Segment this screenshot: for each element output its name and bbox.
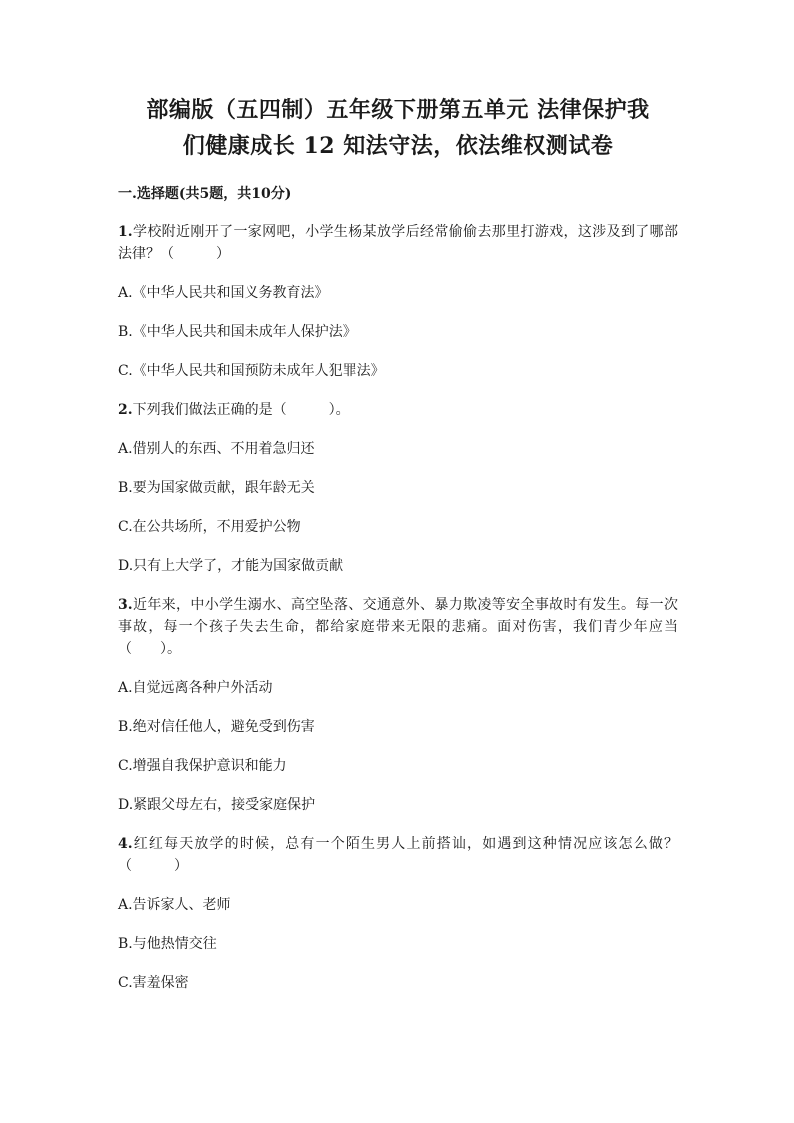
question-1: [118, 221, 678, 382]
option-c: C.在公共场所，不用爱护公物: [118, 519, 301, 535]
question-number: 4.: [118, 836, 133, 852]
option-c: C.增强自我保护意识和能力: [118, 758, 287, 774]
question-stem: [118, 833, 678, 877]
question-text: 下列我们做法正确的是（ ）。: [132, 402, 350, 418]
title-line-2: 们健康成长 12 知法守法，依法维权测试卷: [182, 133, 614, 159]
question-2: [118, 399, 678, 577]
option-a: A.告诉家人、老师: [118, 897, 231, 913]
question-stem: [118, 594, 678, 660]
option-d: D.只有上大学了，才能为国家做贡献: [118, 558, 344, 574]
option-b: B.《中华人民共和国未成年人保护法》: [118, 324, 357, 340]
question-stem: [118, 221, 678, 265]
option-c: C.《中华人民共和国预防未成年人犯罪法》: [118, 363, 385, 379]
question-number: 1.: [118, 224, 133, 240]
option-c: C.害羞保密: [118, 975, 189, 991]
document-page: [118, 92, 678, 994]
document-title: [118, 92, 678, 164]
option-b: B.要为国家做贡献，跟年龄无关: [118, 480, 315, 496]
option-b: B.绝对信任他人，避免受到伤害: [118, 719, 315, 735]
question-text: 近年来，中小学生溺水、高空坠落、交通意外、暴力欺凌等安全事故时有发生。每一次事故，每一个孩子失去生命，都给家庭带来无限的悲痛。面对伤害，我们青少年应当（ ）。: [118, 597, 678, 657]
question-text: 学校附近刚开了一家网吧，小学生杨某放学后经常偷偷去那里打游戏，这涉及到了哪部法律？（ ）: [118, 224, 678, 262]
option-a: A.借别人的东西、不用着急归还: [118, 441, 315, 457]
section-heading: 一.选择题(共5题，共10分): [118, 186, 292, 202]
option-d: D.紧跟父母左右，接受家庭保护: [118, 797, 316, 813]
option-b: B.与他热情交往: [118, 936, 217, 952]
title-line-1: 部编版（五四制）五年级下册第五单元 法律保护我: [146, 97, 650, 123]
question-3: [118, 594, 678, 816]
option-a: A.《中华人民共和国义务教育法》: [118, 285, 329, 301]
option-a: A.自觉远离各种户外活动: [118, 680, 273, 696]
question-stem: [118, 399, 678, 421]
question-text: 红红每天放学的时候，总有一个陌生男人上前搭讪，如遇到这种情况应该怎么做？（ ）: [118, 836, 678, 874]
question-4: [118, 833, 678, 994]
question-number: 2.: [118, 402, 133, 418]
question-number: 3.: [118, 597, 133, 613]
